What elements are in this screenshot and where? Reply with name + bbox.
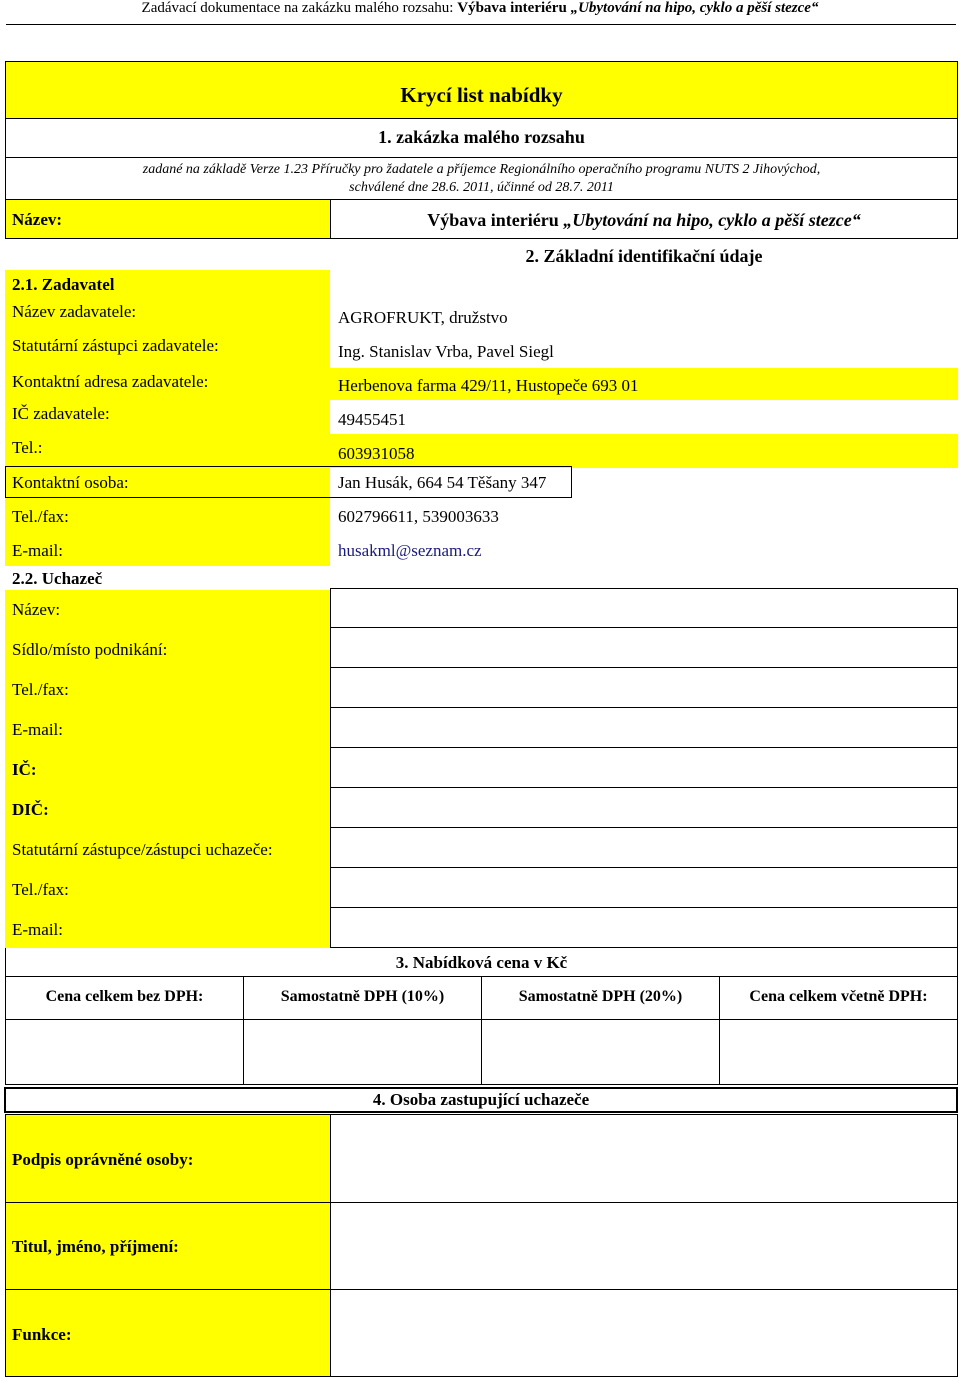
client-email-label: E-mail: bbox=[12, 541, 63, 560]
bidder-row-ico bbox=[330, 748, 958, 788]
client-name-value: AGROFRUKT, družstvo bbox=[338, 308, 508, 327]
header-rule bbox=[6, 24, 956, 25]
basis-line-2: schválené dne 28.6. 2011, účinné od 28.7. 2011 bbox=[349, 180, 614, 195]
title-name-value-cell[interactable] bbox=[330, 1202, 958, 1290]
section2-heading: 2. Základní identifikační údaje bbox=[525, 246, 763, 266]
price-col-vat20: Samostatně DPH (20%) bbox=[518, 988, 683, 1005]
section3-heading: 3. Nabídková cena v Kč bbox=[395, 953, 568, 972]
client-ico-value: 49455451 bbox=[338, 410, 406, 429]
name-label: Název: bbox=[12, 210, 63, 229]
bidder-email2-label: E-mail: bbox=[12, 920, 63, 939]
bidder-ico-label: IČ: bbox=[12, 760, 37, 779]
bidder-row-dic bbox=[330, 788, 958, 828]
client-address-value: Herbenova farma 429/11, Hustopeče 693 01 bbox=[338, 376, 639, 395]
client-fax-value: 602796611, 539003633 bbox=[338, 507, 499, 526]
client-statutory-label: Statutární zástupci zadavatele: bbox=[12, 336, 219, 355]
bidder-row-fax bbox=[330, 668, 958, 708]
client-name-label: Název zadavatele: bbox=[12, 302, 137, 321]
bidder-fax2-label: Tel./fax: bbox=[12, 880, 69, 899]
header-italic: „Ubytování na hipo, cyklo a pěší stezce“ bbox=[570, 0, 819, 16]
section4-heading: 4. Osoba zastupující uchazeče bbox=[372, 1090, 590, 1109]
header-bold: Výbava interiéru bbox=[457, 0, 571, 16]
basis-line-1: zadané na základě Verze 1.23 Příručky pro žadatele a příjemce Regionálního operačního programu NUTS 2 Jihovýchod, bbox=[142, 162, 821, 177]
bidder-row-statutory bbox=[330, 828, 958, 868]
document-header bbox=[0, 0, 960, 17]
price-col-vat10: Samostatně DPH (10%) bbox=[280, 988, 445, 1005]
client-contact-value: Jan Husák, 664 54 Těšany 347 bbox=[338, 473, 547, 492]
signature-label: Podpis oprávněné osoby: bbox=[12, 1150, 194, 1169]
title-name-label: Titul, jméno, příjmení: bbox=[12, 1237, 179, 1256]
client-phone-value: 603931058 bbox=[338, 444, 415, 463]
client-fax-label: Tel./fax: bbox=[12, 507, 69, 526]
bidder-dic-label: DIČ: bbox=[12, 800, 49, 819]
bidder-subheading: 2.2. Uchazeč bbox=[12, 569, 103, 588]
client-contact-label: Kontaktní osoba: bbox=[12, 473, 129, 492]
bidder-statutory-label: Statutární zástupce/zástupci uchazeče: bbox=[12, 840, 273, 859]
client-email-value: husakml@seznam.cz bbox=[338, 541, 482, 560]
client-address-label: Kontaktní adresa zadavatele: bbox=[12, 372, 209, 391]
client-statutory-value: Ing. Stanislav Vrba, Pavel Siegl bbox=[338, 342, 554, 361]
client-subheading: 2.1. Zadavatel bbox=[12, 275, 115, 294]
page-subtitle: 1. zakázka malého rozsahu bbox=[378, 127, 585, 147]
bidder-row-seat bbox=[330, 628, 958, 668]
signature-value-cell[interactable] bbox=[330, 1114, 958, 1203]
price-col-gross: Cena celkem včetně DPH: bbox=[749, 988, 928, 1005]
name-value bbox=[330, 210, 958, 231]
bidder-row-name bbox=[330, 588, 958, 628]
bidder-seat-label: Sídlo/místo podnikání: bbox=[12, 640, 168, 659]
price-value-cell-1[interactable] bbox=[5, 1019, 244, 1085]
name-value-italic: „Ubytování na hipo, cyklo a pěší stezce“ bbox=[563, 210, 861, 230]
bidder-row-fax2 bbox=[330, 868, 958, 908]
client-ico-label: IČ zadavatele: bbox=[12, 404, 110, 423]
header-prefix: Zadávací dokumentace na zakázku malého rozsahu: bbox=[141, 0, 458, 16]
bidder-email-label: E-mail: bbox=[12, 720, 63, 739]
bidder-name-label: Název: bbox=[12, 600, 61, 619]
bidder-fax-label: Tel./fax: bbox=[12, 680, 69, 699]
price-value-cell-3[interactable] bbox=[481, 1019, 720, 1085]
client-full-row-2 bbox=[5, 434, 958, 468]
function-label: Funkce: bbox=[12, 1325, 72, 1344]
name-value-bold: Výbava interiéru bbox=[427, 210, 564, 230]
page-title: Krycí list nabídky bbox=[400, 83, 563, 107]
price-value-cell-4[interactable] bbox=[719, 1019, 958, 1085]
bidder-row-email bbox=[330, 708, 958, 748]
price-value-cell-2[interactable] bbox=[243, 1019, 482, 1085]
client-phone-label: Tel.: bbox=[12, 438, 43, 457]
price-col-net: Cena celkem bez DPH: bbox=[45, 988, 204, 1005]
function-value-cell[interactable] bbox=[330, 1289, 958, 1377]
